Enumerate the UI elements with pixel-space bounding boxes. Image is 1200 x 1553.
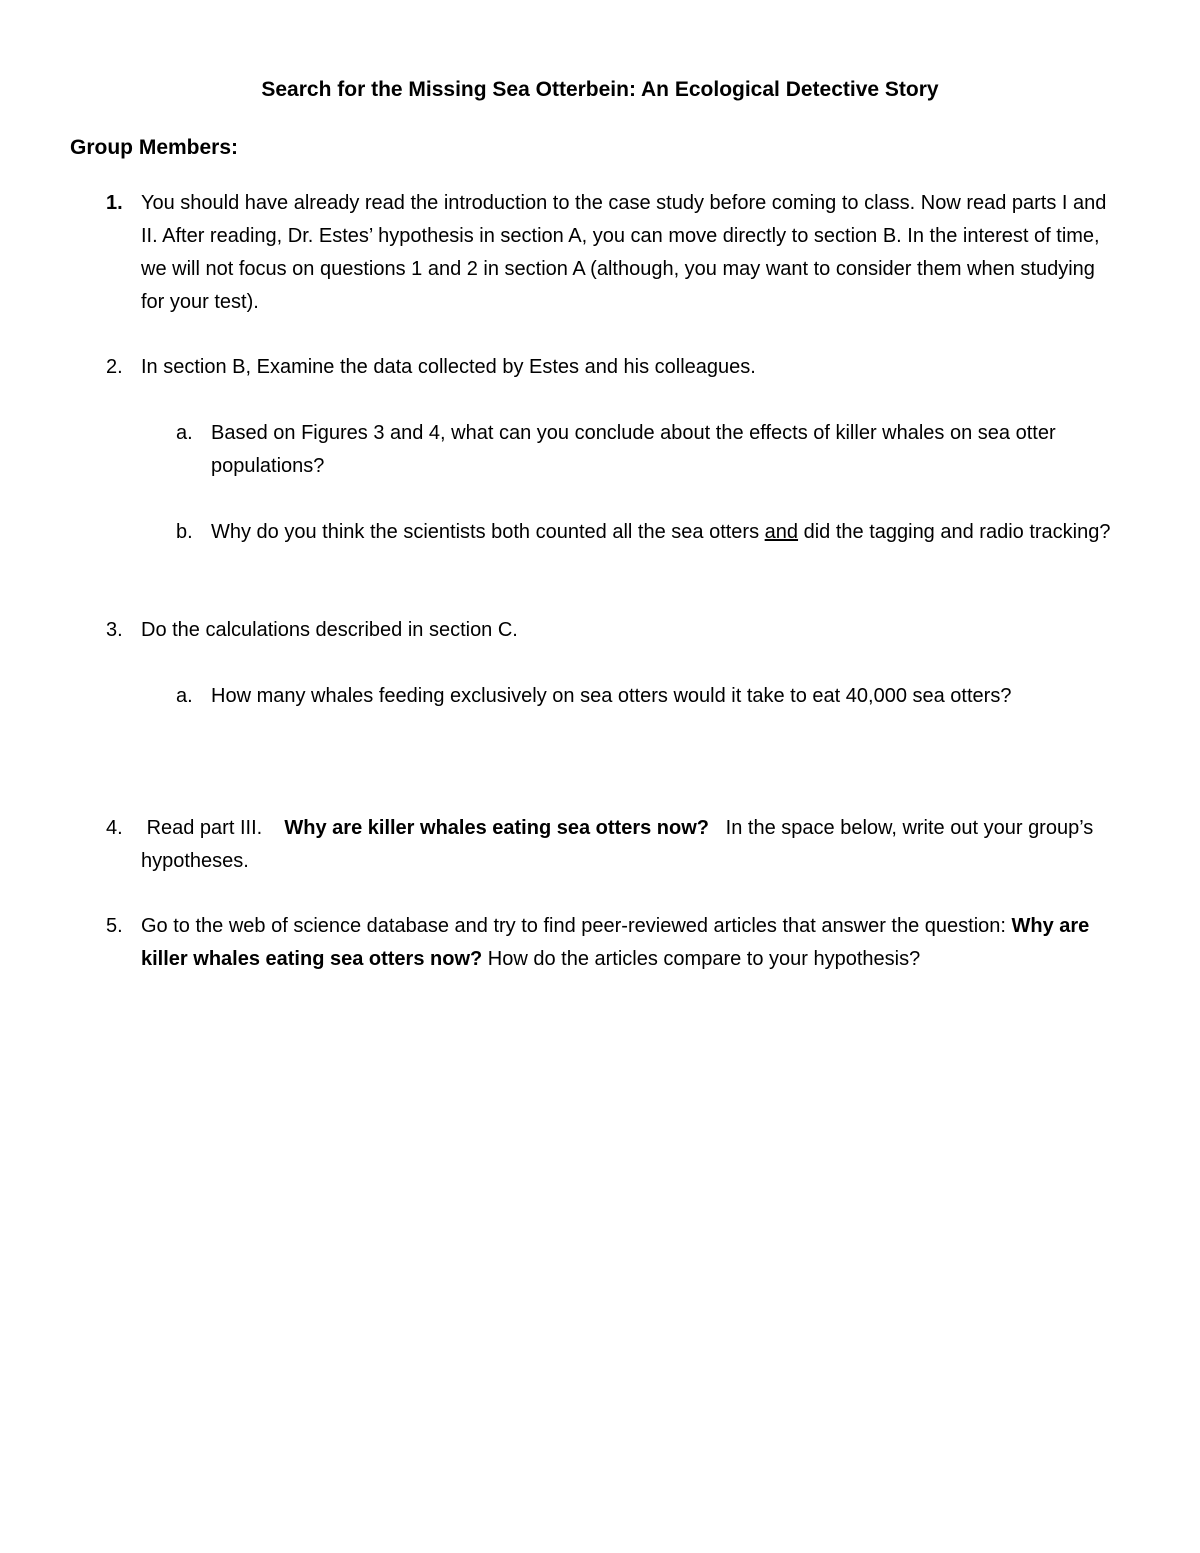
question-text-start: Go to the web of science database and try to find peer-reviewed articles that answer the question: (141, 915, 1012, 937)
group-members-label: Group Members: (70, 136, 239, 159)
question-number: 5. (106, 915, 123, 937)
subquestion-text-start: Why do you think the scientists both counted all the sea otters (211, 521, 765, 543)
question-text (141, 910, 1121, 976)
question-number: 1. (106, 192, 123, 214)
question-text-start: Read part III. (141, 817, 285, 839)
subquestion-text-end: did the tagging and radio tracking? (798, 521, 1111, 543)
underlined-word: and (764, 521, 799, 543)
question-text: In section B, Examine the data collected by Estes and his colleagues. (141, 356, 756, 378)
question-text-end: In the space below, write out your group’s hypotheses. (141, 817, 1099, 872)
question-text-end: How do the articles compare to your hypothesis? (482, 948, 921, 970)
question-number: 2. (106, 356, 123, 378)
question-text (141, 812, 1121, 878)
question-text: Do the calculations described in section C. (141, 619, 518, 641)
subquestion-letter: a. (176, 685, 193, 707)
bold-question: Why are killer whales eating sea otters now? (141, 915, 1090, 970)
question-text: You should have already read the introduction to the case study before coming to class. Now read parts I and II. After reading, Dr. Estes’ hypothesis in section A, you can move directly to section B. In the interest of time, we will not focus on questions 1 and 2 in section A (although, you may want to consider them when studying for your test). (141, 192, 1107, 313)
subquestion-text: Based on Figures 3 and 4, what can you conclude about the effects of killer whales on sea otter populations? (211, 422, 1056, 477)
subquestion-text (211, 516, 1131, 549)
bold-question: Why are killer whales eating sea otters now? (284, 817, 709, 839)
question-number: 4. (106, 817, 123, 839)
subquestion-text: How many whales feeding exclusively on sea otters would it take to eat 40,000 sea otters? (211, 685, 1012, 707)
question-number: 3. (106, 619, 123, 641)
subquestion-letter: b. (176, 521, 193, 543)
subquestion-letter: a. (176, 422, 193, 444)
document-title: Search for the Missing Sea Otterbein: An Ecological Detective Story (261, 78, 939, 101)
